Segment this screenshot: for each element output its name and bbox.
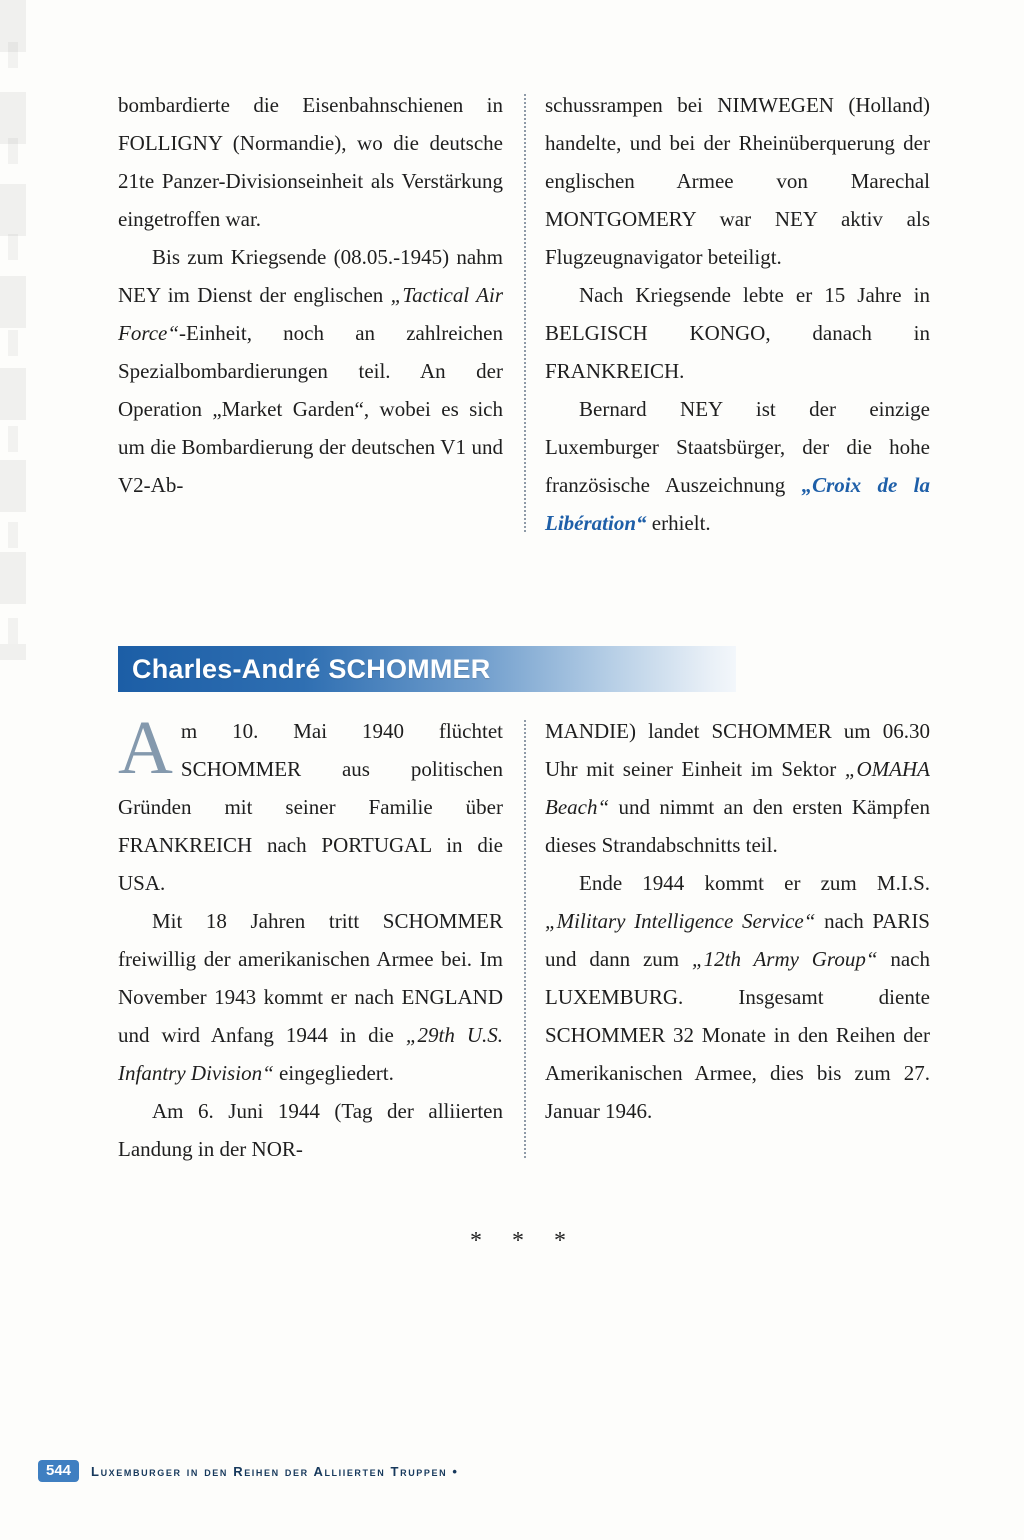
section-title: Charles-André SCHOMMER — [132, 653, 491, 684]
paragraph — [545, 390, 930, 542]
paragraph — [118, 86, 503, 238]
paragraph — [545, 712, 930, 864]
bottom-left-column — [118, 706, 503, 1168]
body-text: nach PARIS und dann zum — [545, 909, 930, 971]
paragraph — [118, 706, 503, 902]
asterisk-separator: * * * — [470, 1228, 578, 1254]
body-text: Mit 18 Jahren tritt SCHOMMER freiwillig der amerikanischen Armee bei. Im November 1943 kommt er nach ENGLAND und wird Anfang 1944 in die — [118, 909, 503, 1047]
body-text: Ende 1944 kommt er zum M.I.S. — [579, 871, 930, 895]
paragraph — [118, 238, 503, 504]
body-text: m 10. Mai 1940 flüchtet SCHOMMER aus politischen Gründen mit seiner Familie über FRANKREICH nach PORTUGAL in die USA. — [118, 719, 503, 895]
paragraph — [545, 86, 930, 276]
top-text-section — [118, 86, 930, 542]
italic-text: „12th Army Group“ — [691, 947, 878, 971]
body-text: eingegliedert. — [273, 1061, 394, 1085]
bottom-right-column — [545, 712, 930, 1168]
body-text: Nach Kriegsende lebte er 15 Jahre in BELGISCH KONGO, danach in FRANKREICH. — [545, 283, 930, 383]
paragraph — [545, 276, 930, 390]
paragraph — [118, 1092, 503, 1168]
body-text: Bernard NEY ist der einzige Luxemburger Staatsbürger, der die hohe französische Auszeichnung — [545, 397, 930, 497]
body-text: erhielt. — [646, 511, 711, 535]
body-text: schussrampen bei NIMWEGEN (Holland) handelte, und bei der Rheinüberquerung der englischen Armee von Marechal MONTGOMERY war NEY aktiv als Flugzeugnavigator beteiligt. — [545, 93, 930, 269]
column-divider-2 — [503, 712, 545, 1168]
paragraph — [118, 902, 503, 1092]
paragraph — [545, 864, 930, 1130]
italic-text: „Tactical Air Force“- — [118, 283, 503, 345]
top-left-column — [118, 86, 503, 542]
bottom-text-section — [118, 706, 930, 1168]
italic-text: „Military Intelligence Service“ — [545, 909, 816, 933]
footer-caption: Luxemburger in den Reihen der Alliierten Truppen • — [91, 1463, 459, 1479]
italic-text: „29th U.S. Infantry Division“ — [118, 1023, 503, 1085]
section-header-bar — [118, 646, 736, 692]
drop-cap: A — [118, 706, 173, 790]
body-text: Am 6. Juni 1944 (Tag der alliierten Landung in der NOR- — [118, 1099, 503, 1161]
accent-text: „Croix de la Libération“ — [545, 473, 930, 535]
page-number-badge: 544 — [38, 1460, 79, 1482]
italic-text: „OMAHA Beach“ — [545, 757, 930, 819]
body-text: Bis zum Kriegsende (08.05.-1945) nahm NEY im Dienst der englischen — [118, 245, 503, 307]
page-footer — [38, 1460, 459, 1482]
body-text: und nimmt an den ersten Kämpfen dieses Strandabschnitts teil. — [545, 795, 930, 857]
page-edge-print-artifact-2 — [8, 24, 18, 644]
body-text: Einheit, noch an zahlreichen Spezialbombardierungen teil. An der Operation „Market Garden“, wobei es sich um die Bombardierung der deutschen V1 und V2-Ab- — [118, 321, 503, 497]
top-right-column — [545, 86, 930, 542]
body-text: nach LUXEMBURG. Insgesamt diente SCHOMMER 32 Monate in den Reihen der Amerikanischen Armee, dies bis zum 27. Januar 1946. — [545, 947, 930, 1123]
body-text: bombardierte die Eisenbahnschienen in FOLLIGNY (Normandie), wo die deutsche 21te Panzer-Divisionseinheit als Verstärkung eingetroffen war. — [118, 93, 503, 231]
column-divider — [503, 86, 545, 542]
body-text: MANDIE) landet SCHOMMER um 06.30 Uhr mit seiner Einheit im Sektor — [545, 719, 930, 781]
